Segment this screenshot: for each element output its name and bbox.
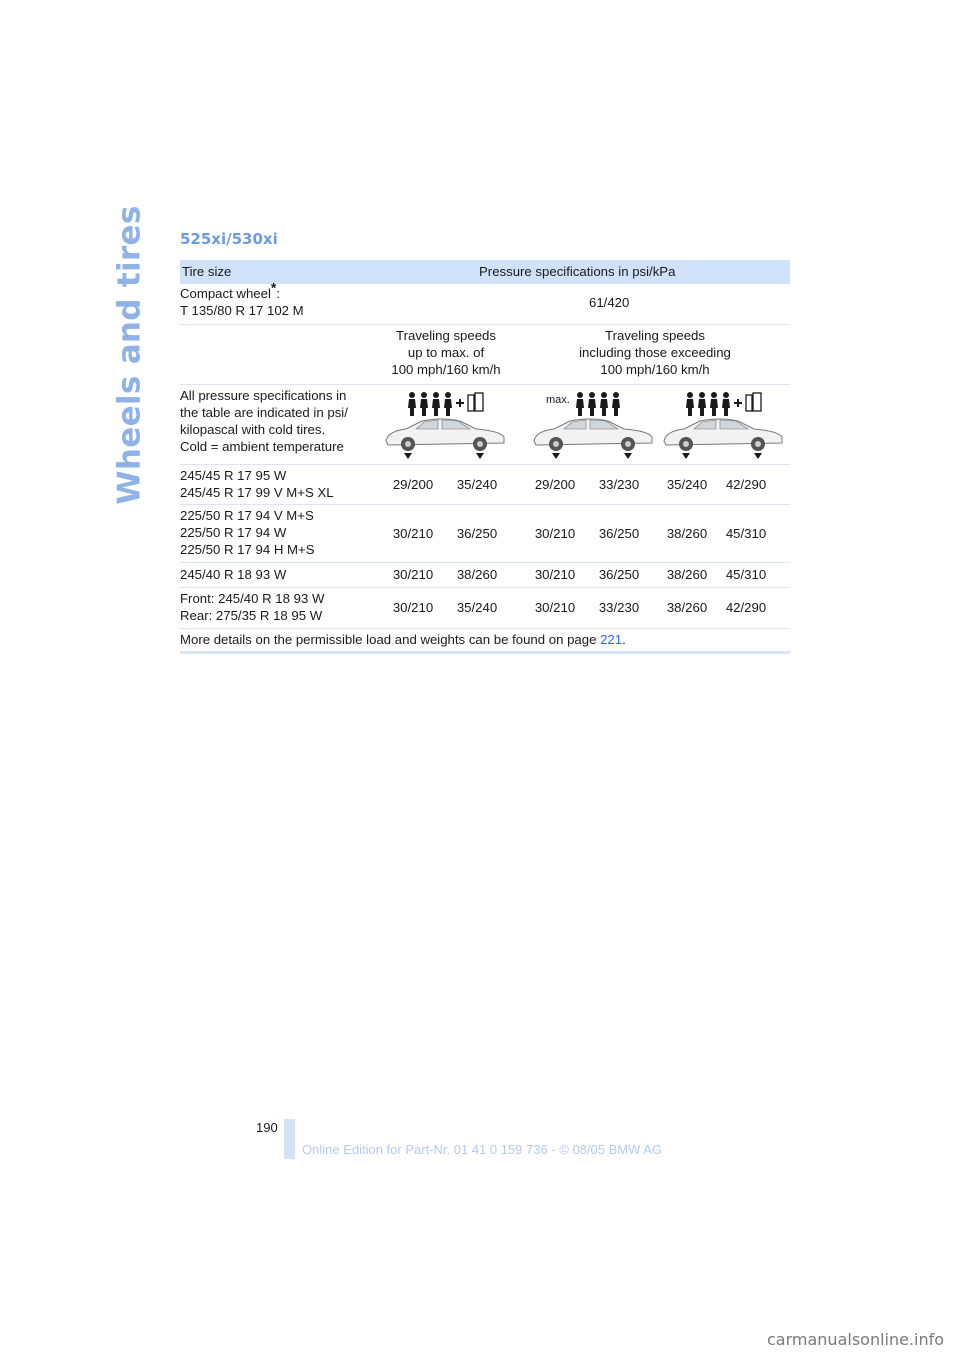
footnote: More details on the permissible load and weights can be found on page 221. bbox=[180, 632, 626, 647]
side-chapter-title: Wheels and tires bbox=[112, 205, 149, 505]
pressure-value: 30/210 bbox=[534, 567, 576, 582]
svg-text:max.: max. bbox=[546, 394, 570, 406]
tire-size-cell: 245/40 R 18 93 W bbox=[180, 567, 287, 582]
pressure-value: 35/240 bbox=[456, 477, 498, 492]
pressure-value: 38/260 bbox=[456, 567, 498, 582]
pressure-value: 30/210 bbox=[534, 600, 576, 615]
load-4-persons-luggage-icon-2 bbox=[658, 389, 788, 461]
tire-size-cell: 225/50 R 17 94 V M+S 225/50 R 17 94 W 225/50 R 17 94 H M+S bbox=[180, 508, 315, 557]
pressure-value: 35/240 bbox=[456, 600, 498, 615]
pressure-value: 29/200 bbox=[534, 477, 576, 492]
divider bbox=[180, 324, 790, 325]
load-max-3-persons-icon bbox=[528, 389, 658, 461]
watermark: carmanualsonline.info bbox=[767, 1330, 945, 1349]
section-title: 525xi/530xi bbox=[180, 230, 278, 248]
header-pressure: Pressure specifications in psi/kPa bbox=[479, 264, 676, 279]
divider bbox=[180, 562, 790, 563]
pressure-value: 33/230 bbox=[598, 600, 640, 615]
header-tire-size: Tire size bbox=[182, 264, 232, 279]
pressure-value: 36/250 bbox=[456, 526, 498, 541]
footer-edition-text: Online Edition for Part-Nr. 01 41 0 159 736 - © 08/05 BMW AG bbox=[302, 1142, 663, 1157]
pressure-value: 36/250 bbox=[598, 526, 640, 541]
footer-bar bbox=[284, 1119, 295, 1159]
pressure-value: 38/260 bbox=[666, 567, 708, 582]
pressure-note: All pressure specifications in the table are indicated in psi/ kilopascal with cold tires. Cold = ambient temperature bbox=[180, 388, 348, 454]
pressure-value: 30/210 bbox=[392, 567, 434, 582]
pressure-value: 29/200 bbox=[392, 477, 434, 492]
speed-low-header: Traveling speeds up to max. of 100 mph/160 km/h bbox=[391, 328, 501, 377]
pressure-value: 45/310 bbox=[725, 567, 767, 582]
pressure-value: 33/230 bbox=[598, 477, 640, 492]
tire-size-cell: Front: 245/40 R 18 93 W Rear: 275/35 R 18 95 W bbox=[180, 591, 325, 623]
pressure-value: 35/240 bbox=[666, 477, 708, 492]
speed-high-header: Traveling speeds including those exceeding 100 mph/160 km/h bbox=[579, 328, 731, 377]
pressure-value: 42/290 bbox=[725, 600, 767, 615]
divider bbox=[180, 628, 790, 629]
divider bbox=[180, 384, 790, 385]
table-bottom-rule bbox=[180, 651, 790, 654]
page-number: 190 bbox=[256, 1120, 278, 1135]
page-link[interactable]: 221 bbox=[600, 632, 623, 647]
divider bbox=[180, 504, 790, 505]
load-4-persons-luggage-icon bbox=[380, 389, 510, 461]
pressure-value: 30/210 bbox=[534, 526, 576, 541]
pressure-value: 30/210 bbox=[392, 600, 434, 615]
pressure-value: 45/310 bbox=[725, 526, 767, 541]
pressure-value: 36/250 bbox=[598, 567, 640, 582]
divider bbox=[180, 587, 790, 588]
divider bbox=[180, 464, 790, 465]
pressure-value: 42/290 bbox=[725, 477, 767, 492]
tire-size-cell: 245/45 R 17 95 W 245/45 R 17 99 V M+S XL bbox=[180, 468, 334, 500]
pressure-value: 38/260 bbox=[666, 526, 708, 541]
pressure-value: 38/260 bbox=[666, 600, 708, 615]
pressure-value: 30/210 bbox=[392, 526, 434, 541]
compact-wheel-label: Compact wheel*: T 135/80 R 17 102 M bbox=[180, 279, 304, 318]
compact-wheel-value: 61/420 bbox=[589, 295, 630, 310]
